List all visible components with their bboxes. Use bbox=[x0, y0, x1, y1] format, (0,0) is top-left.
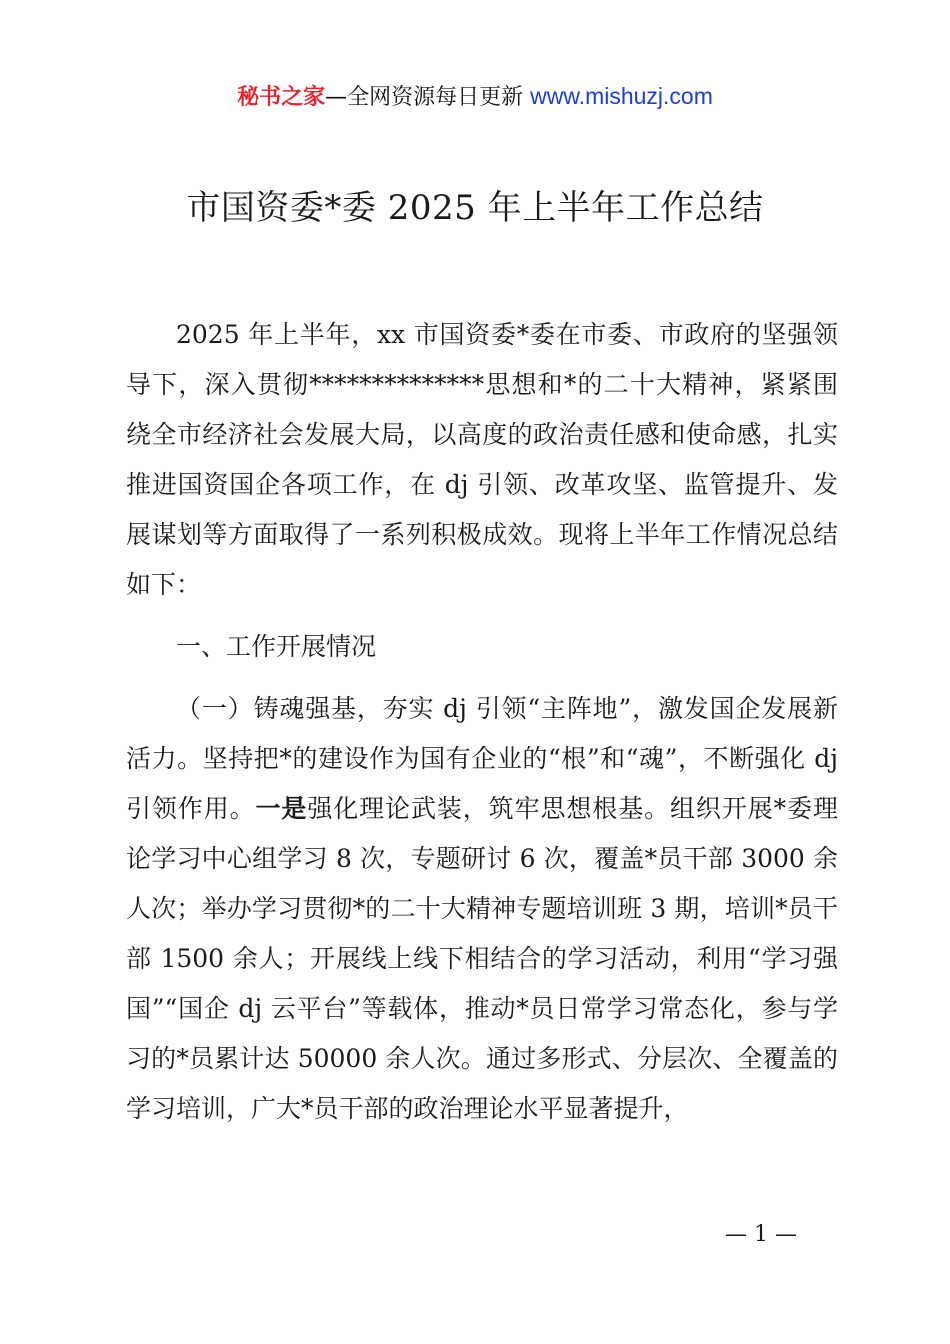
emphasis-text: 一是 bbox=[255, 794, 308, 823]
document-body bbox=[126, 310, 838, 1134]
section-paragraph bbox=[126, 684, 838, 1134]
document-title: 市国资委*委 2025 年上半年工作总结 bbox=[186, 188, 764, 228]
intro-paragraph: 2025 年上半年，xx 市国资委*委在市委、市政府的坚强领导下，深入贯彻**************思想和*的二十大精神，紧紧围绕全市经济社会发展大局，以高度的政治责任感和使命感，扎实推进国资国企各项工作，在 dj 引领、改革攻坚、监管提升、发展谋划等方面取得了一系列积极成效。现将上半年工作情况总结如下： bbox=[126, 320, 838, 599]
paragraph-text-rest: 强化理论武装，筑牢思想根基。组织开展*委理论学习中心组学习 8 次，专题研讨 6 次，覆盖*员干部 3000 余人次；举办学习贯彻*的二十大精神专题培训班 3 期，培训*员干部 1500 余人；开展线上线下相结合的学习活动，利用“学习强国”“国企 dj 云平台”等载体，推动*员日常学习常态化，参与学习的*员累计达 50000 余人次。通过多形式、分层次、全覆盖的学习培训，广大*员干部的政治理论水平显著提升， bbox=[126, 794, 838, 1123]
paragraph-text-lead: （一）铸魂强基，夯实 dj 引领“主阵地”，激发国企发展新活力。坚持把*的建设作为国有企业的“根”和“魂”，不断强化 dj 引领作用。 bbox=[126, 694, 838, 823]
site-url-link[interactable]: www.mishuzj.com bbox=[530, 83, 713, 109]
site-tagline: —全网资源每日更新 bbox=[325, 85, 524, 110]
section-heading: 一、工作开展情况 bbox=[176, 632, 377, 661]
site-brand: 秘书之家 bbox=[237, 85, 326, 110]
site-banner bbox=[0, 80, 950, 111]
page-number: — 1 — bbox=[725, 1222, 797, 1247]
